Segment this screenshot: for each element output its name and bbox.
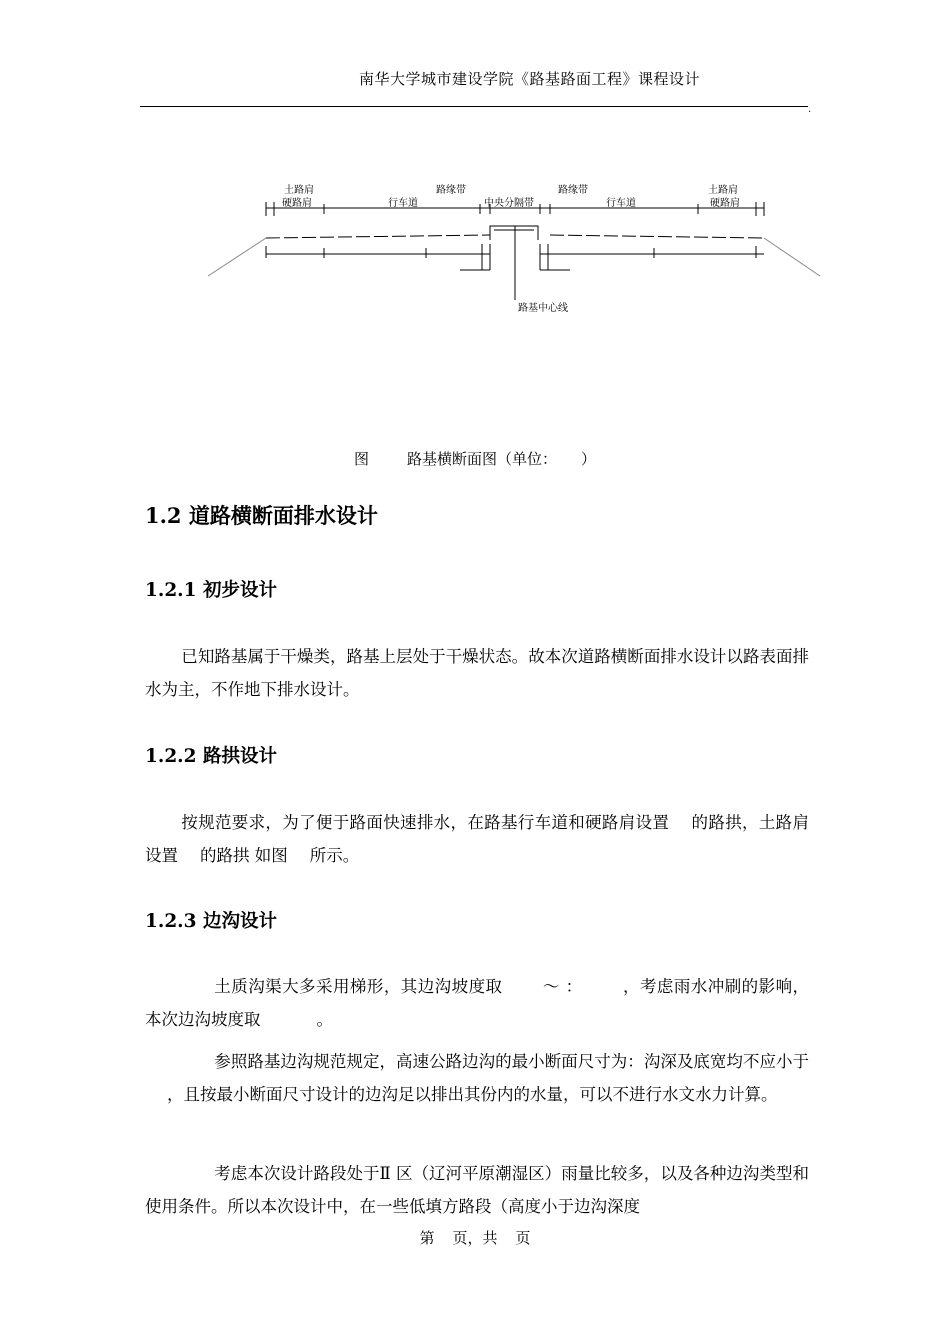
para-1-2-2-c: 的路拱 如图 xyxy=(200,846,288,865)
label-right-edge-strip: 路缘带 xyxy=(558,185,588,196)
footer-a: 第 xyxy=(419,1229,435,1247)
para-1-2-2-b: 的路拱，土路肩设置 xyxy=(145,813,810,865)
label-left-soil-shoulder: 土路肩 xyxy=(284,185,314,196)
section-heading-1-2-1: 1.2.1 初步设计 xyxy=(145,580,277,601)
para-1-2-2-a: 按规范要求，为了便于路面快速排水，在路基行车道和硬路肩设置 xyxy=(181,813,670,832)
paragraph-1-2-3-1 xyxy=(145,970,809,1036)
caption-prefix: 图 xyxy=(353,450,369,468)
para-1-2-2-d: 所示。 xyxy=(309,846,360,865)
caption-suffix: ） xyxy=(581,450,597,468)
label-left-edge-strip: 路缘带 xyxy=(436,185,466,196)
label-right-lane: 行车道 xyxy=(606,198,636,209)
caption-text: 路基横断面图（单位： xyxy=(406,450,557,468)
label-median: 中央分隔带 xyxy=(484,198,534,209)
section-heading-1-2: 1.2 道路横断面排水设计 xyxy=(145,503,378,528)
para-1-2-3-1-a: 土质沟渠大多采用梯形，其边沟坡度取 xyxy=(214,977,503,996)
cross-section-figure xyxy=(200,170,830,330)
label-right-hard-shoulder: 硬路肩 xyxy=(710,198,740,209)
section-heading-1-2-2: 1.2.2 路拱设计 xyxy=(145,746,277,767)
section-heading-1-2-3: 1.2.3 边沟设计 xyxy=(145,911,277,932)
header-title: 南华大学城市建设学院《路基路面工程》课程设计 xyxy=(358,70,700,88)
footer-b: 页，共 xyxy=(452,1229,498,1247)
paragraph-1-2-1: 已知路基属于干燥类，路基上层处于干燥状态。故本次道路横断面排水设计以路表面排水为主，不作地下排水设计。 xyxy=(145,647,809,699)
label-centerline: 路基中心线 xyxy=(518,303,568,314)
figure-caption xyxy=(0,448,950,469)
label-left-hard-shoulder: 硬路肩 xyxy=(282,198,312,209)
para-1-2-3-1-b: ～ ： xyxy=(542,977,583,996)
paragraph-1-2-3-2 xyxy=(145,1045,809,1111)
paragraph-1-2-2 xyxy=(145,806,809,872)
header-dot: . xyxy=(808,104,812,115)
header-rule xyxy=(140,106,808,107)
para-1-2-3-1-c: ，考虑雨水冲刷的影响，本次边沟坡度取 xyxy=(145,977,810,1029)
median-block xyxy=(490,226,538,240)
label-left-lane: 行车道 xyxy=(388,198,418,209)
right-slope xyxy=(764,238,820,276)
paragraph-1-2-3-3: 考虑本次设计路段处于Ⅱ 区（辽河平原潮湿区）雨量比较多，以及各种边沟类型和使用条件。所以本次设计中，在一些低填方路段（高度小于边沟深度 xyxy=(145,1164,809,1216)
left-slope xyxy=(208,238,266,276)
footer-c: 页 xyxy=(515,1229,531,1247)
para-1-2-3-2-a: 参照路基边沟规范规定，高速公路边沟的最小断面尺寸为：沟深及底宽均不应小于 xyxy=(214,1052,809,1071)
para-1-2-3-2-b: ，且按最小断面尺寸设计的边沟足以排出其份内的水量，可以不进行水文水力计算。 xyxy=(167,1085,778,1104)
para-1-2-3-1-d: 。 xyxy=(316,1010,333,1029)
label-right-soil-shoulder: 土路肩 xyxy=(708,185,738,196)
page-footer xyxy=(0,1227,950,1248)
